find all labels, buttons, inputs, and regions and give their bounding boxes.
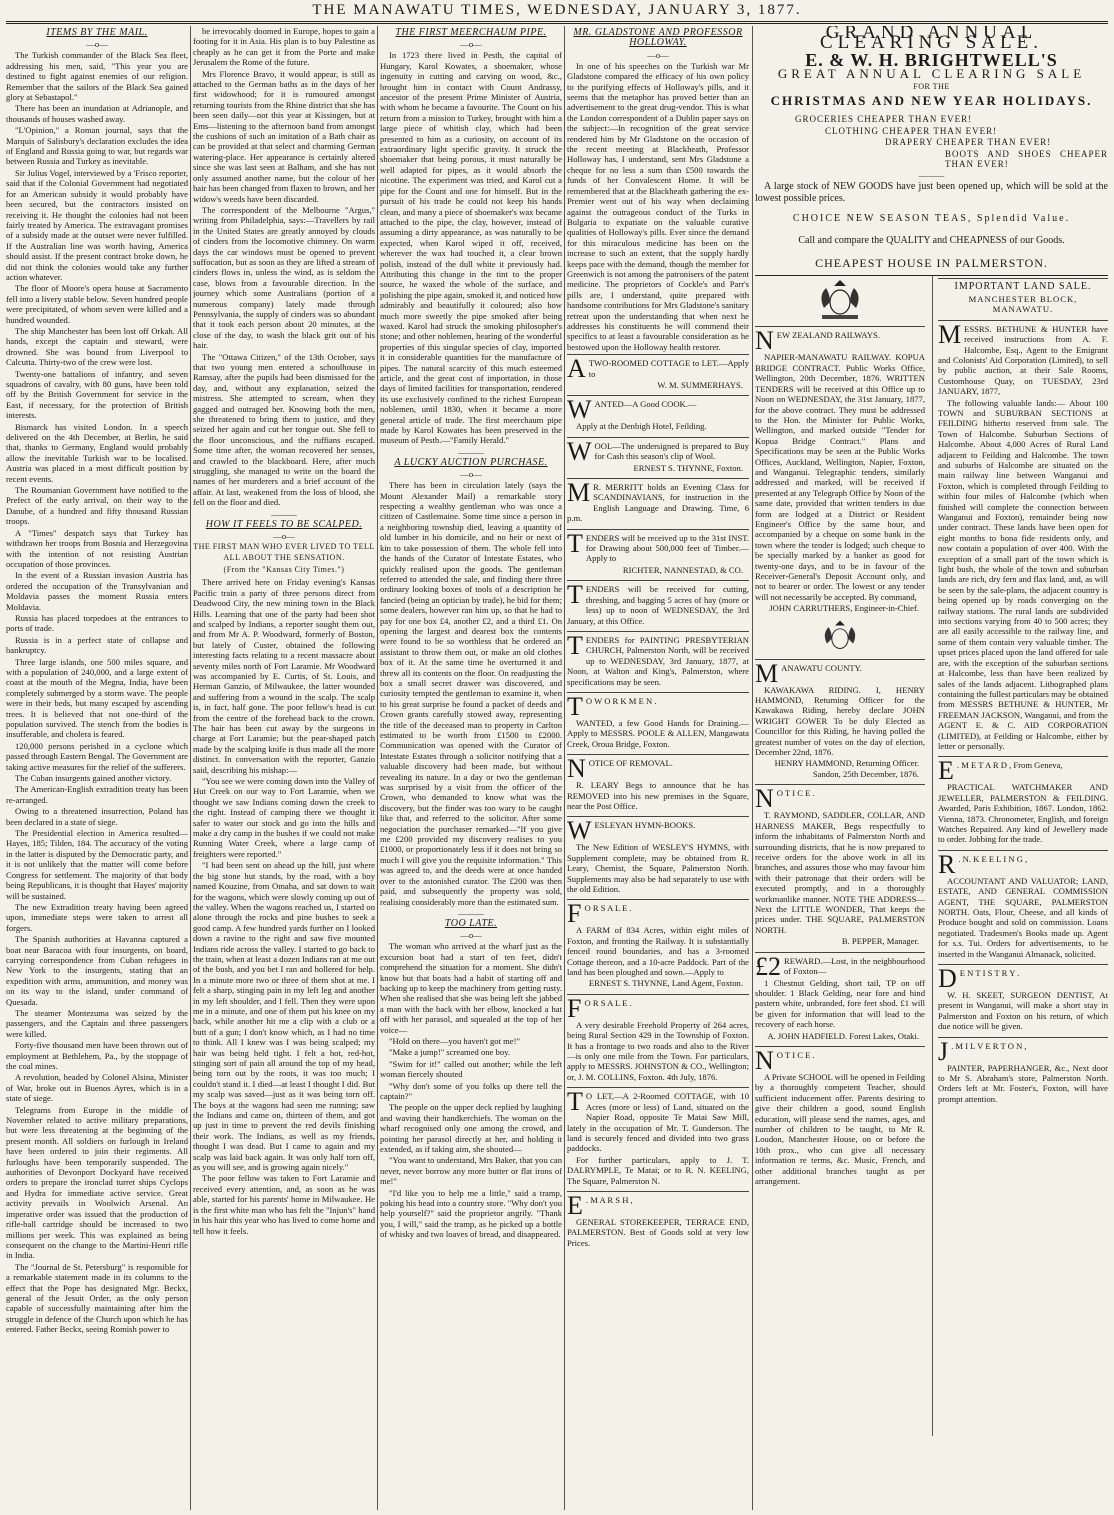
column-rule [564,26,565,1510]
advertisement [567,816,749,897]
advertisement [938,850,1108,962]
drop-cap: £2 [755,951,781,981]
slogan: DRAPERY CHEAPER THAN EVER! [885,137,1052,148]
drop-cap: N [567,754,586,784]
masthead-rule-2 [6,23,1108,24]
ad-title: ESLEYAN HYMN-BOOKS. [594,820,696,831]
ad-title: ESSRS. BETHUNE & HUNTER have received instructions from A. F. Halcombe, Esq., Agent to the Emigrant and Colonists' Aid Corporation (Limited), to sell by public auction, at their Sale Rooms, Customhouse Quay, on TUESDAY, 23rd JANUARY, 1877, [938,323,1108,397]
article-body [193,26,375,508]
paragraph: "Make a jump!" screamed one boy. [389,1047,511,1058]
divider: —o— [273,531,295,542]
ad-body: 1 Chestnut Gelding, short tail, TP on off shoulder. 1 Black Gelding, near fore and hind pastern white, unbranded, fore feet shod. £1 will be given for information that will lead to the recovery of each horse. [755,977,925,1030]
drop-cap: D [938,964,957,994]
paragraph: "Why don't some of you folks up there tell the captain?" [380,1080,562,1101]
divider: ——— [458,907,484,918]
ad-body: A very desirable Freehold Property of 264 acres, being Rural Section 429 in the Township of Foxton. It has a frontage to two roads and also to the River—is only one mile from the Town. For particulars, apply to MESSRS. JOHNSTON & CO., Wellington; or, J. M. COLLINS, Foxton. 4th July, 1876. [567,1019,749,1082]
article-body [380,480,562,907]
drop-cap: J [938,1036,949,1066]
drop-cap: T [567,630,583,660]
for-the: FOR THE [913,81,950,91]
paragraph: Russia is in a perfect state of collapse and bankruptcy. [6,634,188,656]
paragraph: Russia has placed torpedoes at the entrances to ports of trade. [6,612,188,634]
drop-cap: E [567,1190,583,1220]
ad-title: ANAWATU COUNTY. [781,662,862,673]
slogan: GROCERIES CHEAPER THAN EVER! [795,114,973,125]
advertisement [567,478,749,527]
ad-body: PAINTER, PAPERHANGER, &c., Next door to Mr S. Abraham's store, Palmerston North. Orders left at Mr. Foster's, Foxton, will have prompt attention. [938,1062,1108,1104]
paragraph: Twenty-one battalions of infantry, and seven squadrons of cavalry, with 80 guns, have been told off by the British Government for service in the East, if necessary, for the protection of British interests. [6,368,188,421]
paragraph: The woman who arrived at the wharf just as the excursion boat had a start of ten feet, didn't comprehend the situation for a moment. She didn't know but that boats had a habit of starting off and backing up to keep the machinery from getting rusty. When she realised that she was being left she jabbed a man with the back with her elbow, knocked a hat off with her parasol, and squealed at the top of her voice— [380,941,562,1035]
paragraph: The correspondent of the Melbourne "Argus," writing from Philadelphia, says:—Travellers by rail in the United States are greatly annoyed by clouds of cinders from the locomotive chimney. On warm days the car windows must be opened to prevent suffocation, but as soon as they are lifted a stream of cinders flows in, unless the wind, as is seldom the case, blows from a favourable direction. In the journey which some Australians (portion of a numerous company) lately made through Pennsylvania, the supply of cinders was so abundant that it took each person about 20 minutes, at the close of the day, to wash the black grit out of his hair. [193,204,375,351]
ad-body: Apply at the Denbigh Hotel, Feilding. [576,421,707,432]
paragraph: "You see we were coming down into the Valley of Hut Creek on our way to Fort Laramie, when we thought we saw Indians coming down the creek to the right. Instead of camping there we thought it safer to water our stock and go into the hills and make a dry camp in the bushes if we could not make Running Water Creek, where a large camp of freighters were reported." [193,776,375,859]
paragraph: The "Ottawa Citizen," of the 13th October, says that two young men entered a schoolhouse in Ramsay, after the pupils had been dismissed for the day, and, without any explanation, seized the mistress. She attempted to scream, when they gagged and outraged her. Knowing both the men, she threatened to bring them to justice, and they seized her again and cut her tongue out. She fell to the floor unconscious, and the ruffians escaped. Some time after, the woman recovered her senses, and crawled to the blackboard. Here, after much struggling, she managed to write on the board the names of her murderers and a brief account of the affair. At last, weakened from the loss of blood, she fell on the floor and died. [193,351,375,508]
ad-title: OOL—The undersigned is prepared to Buy for Cash this season's clip of Wool. [594,440,749,462]
ad-signature: W. M. SUMMERHAYS. [657,380,743,390]
advertisement [567,754,749,814]
advertisement [755,952,925,1044]
masthead-rule [6,21,1108,22]
advertisement [938,756,1108,847]
paragraph: "You want to understand, Mrs Baker, that you can never, never borrow any more butter or flat irons of me!" [380,1155,562,1187]
advertisement [567,354,749,393]
paragraph: In one of his speeches on the Turkish war Mr Gladstone compared the efficacy of his own policy to the purifying effects of Holloway's pills, and it seems that the metaphor has proved better than an advertisement to the great drug-vendor. This is what the London correspondent of a Dublin paper says on the subject:—In recognition of the great service rendered him by Mr Gladstone on the occasion of the recent meeting at Blackheath, Professor Holloway has, I understand, sent Mrs Gladstone a cheque for no less a sum than £500 towards the funds of her Convalescent Home. It will be remembered that at the Blackheath gathering the ex-Premier went out of his way when declaiming against the outrageous conduct of the Turks in Bulgaria to expatiate on the valuable curative qualities of Holloway's pills. Ever since the demand for this miraculous medicine has been on the increase to such an extent, that the supply hardly keeps pace with the demand, though the member for Greenwich is not among the patronisers of the patent medicine. The proprietors of Cockle's and Parr's pills are, I understand, quite prepared with handsome contributions for Mrs Gladstone's sanitary retreat upon the understanding that when next he addresses his constituents he will commend their specifics to at least a favourable consideration as he bestowed upon the Holloway health restorer. [567,60,749,352]
brand-name: E. & W. H. BRIGHTWELL'S [805,49,1058,70]
article-heading: TOO LATE. [444,917,498,929]
article-heading: THE FIRST MEERCHAUM PIPE. [395,27,547,38]
ad-title: O LET,—A 2-Roomed COTTAGE, with 10 Acres (more or less) of Land, situated on the Napier Road, opposite Te Matai Saw Mill, lately in the occupation of Mr. T. Gunderson. The land is securely fenced and divided into two grass paddocks. [567,1091,749,1154]
sale-heading: GREAT ANNUAL CLEARING SALE [777,66,1086,82]
drop-cap: T [567,1087,583,1117]
ad-title: . M E T A R D , From Geneva, [956,760,1063,771]
paragraph: There has been in circulation lately (says the Mount Alexander Mail) a remarkable story respecting a wealthy gentleman who was once a citizen of Castlemaine. Some time since a person in a neighboring township died, leaving a quantity of old lumber in his domicile, and no heir or next of kin to take possession of them. The whole fell into the hands of the Curator of Intestate Estates, who quickly realised upon the goods. The gentleman referred to attended the sale, and finding there three ordinary looking boxes of tools of a description he fancied (being an optician by trade), he bid for them; some dealers, however ran him up, so that he had to pay for one box £4, another £2, and a third £1. On opening the largest and dearest box the contents were found to be so worthless that he ordered an assistant to throw them out, or make an old clothes box of it. At the same time he overturned it and threw all its contents on the floor. On readjusting the box a small secret drawer was discovered, and curiosity tempted the gentleman to examine it, when to his great surprise he found a packet of deeds and Crown grants carefully stowed away, representing the title of the deceased man to property in Carlton estimated to be worth from £1500 to £2000. Communication was opened with the Curator of Intestate Estates through a solicitor notifying that a valuable discovery had been made, but without revealing its nature. In a day or two the gentleman was surprised by a visit from the officer of the Crown, who demanded to know what was the discovery, but the finder was too wary to be caught like that, and referred to the solicitor. After some negociation the purchaser remarked—"If you give me £200 provided my discovery realises to you £1000, or proportionately less if it does not bring so much I will give you the requisite information." This was agreed to, and the deeds were at once handed over to the astonished curator. The £200 was then paid, and subsequently the property was sold, realising considerably more than the estimated sum. [380,480,562,907]
article-source: (From the "Kansas City Times.") [223,564,345,574]
drop-cap: E [938,756,954,786]
paragraph: "I'd like you to help me a little," said a tramp, poking his head into a country store. "Why don't you help yourself?" said the proprietor angrily. "Thank you, I will," said the tramp, as he picked up a bottle of whisky and two loaves of bread, and disappeared. [380,1187,562,1240]
drop-cap: F [567,993,582,1023]
paragraph: Forty-five thousand men have been thrown out of employment at Bethlehem, Pa., by the stoppage of the coal mines. [6,1040,188,1071]
ad-title: ENDERS will be received up to the 31st INST. for Drawing about 500,000 feet of Timber.—Apply to [585,532,749,564]
paragraph: The Presidential election in America resulted—Hayes, 185; Tilden, 184. The accuracy of the voting in the latter is disputed by the Democratic party, and it is not unlikely that the matter will come before Congress for settlement. The majority of that body being Republicans, it is thought that Hayes' majority will be sustained. [6,828,188,901]
left-ads [755,326,925,1189]
ad-body: For further particulars, apply to J. T. DALRYMPLE, Te Matai; or to R. N. KEELING, The Square, Palmerston N. [567,1154,749,1186]
column-2 [193,26,375,1510]
column-1 [6,26,188,1510]
paragraph: The Roumanian Government have notified to the Prefect of the early arrival, on their way to the Danube, of a hundred and fifty thousand Russian troops. [6,485,188,527]
drop-cap: N [755,1046,774,1075]
advertisement [567,437,749,476]
drop-cap: N [755,784,774,814]
advertisement [567,529,749,579]
ad-title: TWO-ROOMED COTTAGE to LET.—Apply to [588,358,749,379]
drop-cap: A [567,354,586,384]
article-heading: HOW IT FEELS TO BE SCALPED. [205,518,363,530]
drop-cap: M [938,319,962,349]
paragraph: Mrs Florence Bravo, it would appear, is still as attached to the German baths as in the days of her first widowhood; for it is rumoured amongst returning tourists from the Rhine district that she has been seen daily—not this year at Kissingen, but at Ems—listening to the afternoon band from amongst the cushions of such an imitation of a Bath chair as can be provided at that select and charming German watering-place. Her appearance is certainly altered since she was last seen at Balham, and she has not only assumed another name, but the colour of her hair has been changed from flaxen to brown, and her widow's weeds have been discarded. [193,68,375,204]
ad-signature: A. JOHN HADFIELD. Forest Lakes, Otaki. [767,1030,919,1041]
article-subheading: THE FIRST MAN WHO EVER LIVED TO TELL ALL ABOUT THE SENSATION. [193,542,375,562]
paragraph: "I had been sent on ahead up the hill, just where the big stone hut stands, by the road, with a boy named Kouzine, from Omaha, and sat down to wait for the wagons, which were slowly coming up out of the valley. When the wagons reached us, I started on alone through the rocks and pine bushes to seek a good camp. A few hundred yards further on I looked down a ravine to the right and saw five mounted Indians ride across the valley. I started to go back to the train, when at least a dozen Indians ran at me out of the bush, and you bet I ran and hollered for help. In a minute more two or three of them shot at me. I felt a sharp, stinging pain in my left leg and another in my left shoulder, and I fell. Then they were upon me in a minute, and one of them put his knee on my back, while another hit me a clip with a club or a butt of a gun; I don't know which, as I had no time to think. All I knew was I was being scalped; my hair was being held tight. I felt a hot, red-hot, stinging sort of pain all around the top of my head, being torn out by the roots, it was too much; I couldn't stand it. I died—at least I thought I did. But my scalp was saved—just as it was being torn off. The boys at the wagons had seen me running; saw the Indians and came on, thirteen of them, and got up just in time to prevent the red devils finishing their work. The Indians, as well as my friends, thought I was dead. But I came to again and my scalp was laid back again. It was only half torn off, as you will see, and is growing again nicely." [193,860,375,1173]
ad-signature: JOHN CARRUTHERS, Engineer-in-Chief. [769,603,919,614]
article-body [6,50,188,1334]
advertisement [567,580,749,629]
paragraph: Bismarck has visited London. In a speech delivered on the 4th December, at Berlin, he said that, thanks to Germany, England would probably allow the inevitable Turkish war to be localised. Austria was placed in a most difficult position by recent events. [6,421,188,484]
drop-cap: M [755,658,779,688]
article-heading: A LUCKY AUCTION PURCHASE. [394,456,548,468]
paragraph: A revolution, headed by Colonel Alsina, Minister of War, broke out in Buenos Ayres, which is in a state of siege. [6,1072,188,1104]
paragraph: Sir Julius Vogel, interviewed by a 'Frisco reporter, said that if the Colonial Government had negotiated for an American subsidy it would probably have been secured, but the contractors insisted on receiving it. He thought the colonies had not been fairly treated by America. The extravagant promises of a subsidy made at the outset were never fulfilled. If the Australian line was worth having, America should assist. If the present contract broke down, he did not think the colonies would take any further action whatever. [6,167,188,282]
advertisement [567,1191,749,1251]
advertisement [567,395,749,434]
advertisement [755,326,925,616]
column-rule [190,26,191,1510]
paragraph: The "Journal de St. Petersburg" is responsible for a remarkable statement made in its columns to the effect that the Pope has designated Mgr. Beckx, general of the Jesuit Order, as the only person capable of successfully maintaining after him the struggle in defence of the Church upon which he has entered. Father Beckx, seeing Romish power to [6,1261,188,1335]
holidays-heading: CHRISTMAS AND NEW YEAR HOLIDAYS. [770,93,1093,109]
paragraph: The people on the upper deck replied by laughing and waving their handkerchiefs. The woman on the wharf recognised only one among the crowd, and pointing her parasol directly at her, and holding it extended, as if taking aim, she shouted— [380,1102,562,1155]
paragraph: Owing to a threatened insurrection, Poland has been declared in a state of siege. [6,806,188,827]
ad-title: O T I C E . [776,1050,815,1060]
article-body [380,941,562,1239]
advertisement [938,278,1108,317]
ad-title: . M A R S H , [585,1194,633,1205]
ad-title: ANTED—A Good COOK.— [594,399,697,410]
paragraph: 120,000 persons perished in a cyclone which passed through Eastern Bengal. The Government are taking active measures for the relief of the sufferers. [6,740,188,772]
column-4 [567,26,749,1510]
ad-body: The New Edition of WESLEY'S HYMNS, with Supplement complete, may be obtained from R. Leary, Chemist, the Square, Palmerston North. Supplements may also be had separately to use with the old Edition. [567,842,749,894]
ad-title: O R S A L E . [584,997,632,1008]
sale-body [755,181,1108,269]
divider: ——— [271,508,297,519]
advertisement [755,784,925,949]
drop-cap: W [567,436,592,466]
paragraph: There arrived here on Friday evening's Kansas Pacific train a party of three persons direct from Deadwood City, the new mining town in the Black Hills. Learning that one of the party had been shot and scalped by Indians, a reporter sought them out, and from Mr A. P. Woodward, formerly of Boston, but lately of Custer, obtained the following interesting facts relating to a recent massacre about seventy miles north of Fort Laramie. Mr Woodward was accompanied by E. Curtis, of St. Louis, and Herman Ganzio, of Milwaukee, the latter wounded and suffering from a wound in the scalp. The scalp is, in fact, half gone. The poor fellow's head is cut from the centre of the forehead back to the crown. The hair has been cut away by the surgeons in charge at Fort Laramie; but the pear-shaped patch made by the scalping knife is thus made all the more distinct. In conversation with the reporter, Ganzio said, describing his mishap:— [193,577,375,775]
ad-title: ENDERS will be received for cutting, threshing, and bagging 5 acres of hay (more or less) up to noon of WEDNESDAY, the 3rd January, at this Office. [567,584,749,626]
slogans [795,114,1108,169]
ad-signature: B. PEPPER, Manager. [841,936,919,947]
ad-signature: HENRY HAMMOND, Returning Officer. Sandon, 25th December, 1876. [774,758,919,779]
ad-title: O R S A L E . [584,903,632,914]
ad-body: R. LEARY Begs to announce that he has REMOVED into his new premises in the Square, near the Post Office. [567,780,749,811]
ad-title: O W O R K M E N . [585,695,657,706]
advertisement [567,994,749,1085]
paragraph: "Hold on there—you haven't got me!" [389,1035,520,1046]
drop-cap: N [755,326,774,356]
drop-cap: W [567,816,592,846]
divider: —o— [647,49,669,60]
advertisement [567,692,749,752]
drop-cap: T [567,691,583,721]
drop-cap: R [938,849,956,879]
paragraph: The American-English extradition treaty has been re-arranged. [6,784,188,805]
slogan: BOOTS AND SHOES CHEAPER THAN EVER! [945,148,1108,170]
advertisement [755,659,925,783]
ad-body: GENERAL STOREKEEPER, TERRACE END, PALMERSTON. Best of Goods sold at very low Prices. [567,1216,749,1248]
paragraph: The new Extradition treaty having been agreed upon, immediate steps were taken to arrest all forgers. [6,901,188,933]
article-heading: MR. GLADSTONE AND PROFESSOR HOLLOWAY. [573,27,743,49]
paragraph: The floor of Moore's opera house at Sacramento fell into a livery stable below. Seven hundred people were precipitated, of whom seven were killed and a hundred wounded. [6,283,188,325]
column-rule [932,276,933,1436]
advertisement [567,899,749,991]
ad-title: O T I C E . [776,788,815,799]
divider: —o— [460,39,482,50]
paragraph: "Swim for it!" called out another; while the left woman fiercely shouted [380,1058,562,1080]
paragraph: The steamer Montezuma was seized by the passengers, and the Captain and three passengers were killed. [6,1007,188,1039]
paragraph: In the event of a Russian invasion Austria has ordered the occupation of the Transylvanian and Moldavia passes the moment Russia enters Moldavia. [6,570,188,612]
drop-cap: M [567,478,591,508]
column-3 [380,26,562,1510]
advertisement [755,1046,925,1189]
drop-cap: W [567,395,592,425]
stock-text: A large stock of NEW GOODS have just been opened up, which will be sold at the lowest possible prices. [755,181,1108,205]
divider: ——— [918,170,945,181]
right-ads [938,278,1108,1107]
paragraph: Telegrams from Europe in the middle of November related to active military preparations, but were less threatening at the beginning of the present month. All soldiers on furlough in Ireland have been ordered to join their regiments. All furloughs have been temporarily suspended. The authorities of Devonport Dockyard have received orders to prepare the ironclad turret ships Cyclops and Hydra for immediate active service. Great activity prevails in Woolwich Arsenal. An imperative order was issued that the production of rifle-ball cartridge should be increased to two millions per week. This was explained as being consequent on the change to the Martini-Henri rifle in India. [6,1104,188,1261]
paragraph: There has been an inundation at Adrianople, and thousands of houses washed away. [6,103,188,124]
ad-body: T. RAYMOND, SADDLER, COLLAR, AND HARNESS MAKER, Begs respectfully to inform the inhabitants of Palmerston North and surrounding districts, that he is now prepared to receive orders for the above work in all its branches, and assures those who may favour him with their patronage that their orders will be executed promptly, and in a thoroughly workmanlike manner. NOTE THE ADDRESS— Next the LITTLE WONDER, That keeps the prices under. THE SQUARE, PALMERSTON NORTH. [755,810,925,935]
column-5-ads [755,26,1108,1510]
ad-body: MANCHESTER BLOCK, MANAWATU. [968,293,1078,315]
divider: ——— [458,446,484,457]
paragraph: "L'Opinion," a Roman journal, says that the Marquis of Salisbury's declaration excludes the idea of England and Russia going to war, but regards war between Russia and Turkey as inevitable. [6,125,188,167]
advertisement [567,631,749,690]
advertisement [938,320,1108,755]
paragraph: Three large islands, one 500 miles square, and with a population of 240,000, and a large extent of coast at the mouth of the Megna, India, have been completely submerged by a storm wave. The people were in their beds, but many escaped by ascending trees. It is believed that not one-third of the population survived. The stench from the bodies is insufferable, and cholera is feared. [6,656,188,740]
paragraph: A "Times" despatch says that Turkey has withdrawn her troops from Bosnia and Herzegovina with the intention of not resisting Austrian occupation of those provinces. [6,527,188,569]
drop-cap: F [567,899,582,929]
column-rule [377,26,378,1510]
paragraph: be irrevocably doomed in Europe, hopes to gain a footing for it in Asia. His plan is to buy Palestine as cheaply as he can get it from the Porte and make Jerusalem the Rome of the future. [193,26,375,68]
ad-title: IMPORTANT LAND SALE. [954,281,1092,293]
ad-body: PRACTICAL WATCHMAKER AND JEWELLER, PALMERSTON & FEILDING. Awarded, Paris Exhibition, 1867. London, 1862. Vienna, 1873. Chronometer, English, and foreign Watches Repaired. Any kind of Jewellery made to order. Jobbing for the trade. [938,782,1108,845]
slogan: CLOTHING CHEAPER THAN EVER! [825,125,998,136]
ad-title: E N T I S T R Y . [959,968,1020,979]
advertisement [938,964,1108,1035]
paragraph: The Cuban insurgents gained another victory. [15,773,172,784]
divider: —o— [460,930,482,941]
cheapest-text: CHEAPEST HOUSE IN PALMERSTON. [815,256,1048,271]
ad-title: . M I L V E R T O N , [951,1040,1027,1051]
ad-body: The following valuable lands:— About 100 TOWN and SUBURBAN SECTIONS at FEILDING hitherto reserved from sale. The Town of Halcombe. Suburban Sections of Halcombe. About 4,000 Acres of Rural Land adjacent to Feilding and Halcombe. The town and suburbs of Halcombe are situated on the main railway line between Wanganui and Foxton, which is completed through Feilding to within four miles of Halcombe (which when finished will complete the connection between Wanganui and Foxton), remainder being now under contract. These lands have been open for eight months to bona fide residents only, and now contain a population of over 400. With the exception of a small part of the town which is light bush, the whole of the town and suburban lands are rich, dry fern and flax land, and, as will be seen by the sale-plans, the adjacent country is being opened up by roads converging on the railway stations. The rural lands are subdivided into sections varying from 40 to 500 acres; they are all easily accessible to the railway line, and some of them contain very valuable timber. The upset prices placed upon the land offered for sale are, with the exception of the suburban sections at Halcombe, less than have been realized by sales of the lands adjacent. Lithographed plans containing the fullest particulars may be obtained from MESSRS BETHUNE & HUNTER, Mr FREEMAN JACKSON, Wanganui, and from the AGENT E. & C. AID CORPORATION (LIMITED), at Feilding or Halcombe, either by letter or personally. [938,397,1108,751]
ad-body: WANTED, a few Good Hands for Draining.—Apply to MESSRS. POOLE & ALLEN, Mangawata Creek, Oroua Bridge, Foxton. [567,717,749,749]
ad-signature: RICHTER, NANNESTAD, & CO. [622,564,743,575]
masthead: THE MANAWATU TIMES, WEDNESDAY, JANUARY 3, 1877. [312,2,802,18]
divider: —o— [86,39,108,50]
compare-text: Call and compare the QUALITY and CHEAPNESS of our Goods. [798,235,1065,247]
teas-text: CHOICE NEW SEASON TEAS, Splendid Value. [792,213,1071,225]
ad-title: . N. K E E L I N G , [958,853,1028,864]
paragraph: The Spanish authorities at Havanna captured a boat near Baracoa with four insurgents, on board, carrying correspondence from Cuban refugees in New York to the insurgents, stating that an expedition with arms, ammunition, and money was on its way to the island, under command of Quesada. [6,934,188,1007]
ad-body: ACCOUNTANT AND VALUATOR; LAND, ESTATE, AND GENERAL COMMISSION AGENT, THE SQUARE, PALMERSTON NORTH. Oats, Flour, Cheese, and all kinds of Produce bought and sold on commission. Loans negotiated. Tradesmen's Books made up. Agent for s.s. Tui. Orders for advertisements, to be inserted in the Wanganui Almanack, solicited. [938,875,1108,959]
ads-right [938,276,1108,1107]
paragraph: The ship Manchester has been lost off Orkah. All hands, except the captain and steward, were drowned. She was bound from Liverpool to Calcutta. Thirty-two of the crew were lost. [6,325,188,368]
paragraph: The poor fellow was taken to Fort Laramie and received every attention, and, as soon as he was able, started for his parents' home in Milwaukee. He is the first white man who has felt the "Injun's" hand in his hair this year who has lived to come home and tell how it feels. [193,1173,375,1236]
divider: —o— [460,469,482,480]
ads-grid [755,276,1108,1436]
ad-body: A Private SCHOOL will be opened in Feilding by a thoroughly competent Teacher, should sufficient inducement offer. Parents desiring to give their children a good, sound English education, will please send the names, ages, and number of children to be taught, to Mr R. Loudon, Manchester House, on or before the 10th prox., who can give all necessary information re terms, &c. Music, French, and other additional branches taught as per arrangement. [755,1072,925,1187]
sale-title: GRAND ANNUAL CLEARING SALE. [819,26,1044,54]
advertisement [567,1087,749,1189]
advertisement [938,1037,1108,1108]
royal-crest-icon [815,619,865,655]
ad-title: R. MERRITT holds an Evening Class for SCANDINAVIANS, for instruction in the English Language and Drawing. Time, 6 p.m. [567,482,749,524]
article-body [380,50,562,445]
ad-body: NAPIER-MANAWATU RAILWAY. KOPUA BRIDGE CONTRACT. Public Works Office, Wellington, 20th December, 1876. WRITTEN TENDERS will be received at this Office up to Noon on WEDNESDAY, the 31st January, 1877, for the above contract. They must be addressed to the Hon. the Minister for Public Works, Wellington, and marked outside "Tender for Kopua Bridge Contract." Plans and Specifications may be seen at the Public Works Offices, Auckland, Wellington, Napier, Foxton, and Wanganui. Telegraphic tenders, similarly addressed and marked, will be received if presented at any Telegraph Office by Noon of the same date, provided that written tenders in due form are lodged at a District or Resident Engineer's Office by the same hour, and accompanied by a cheque on some bank in the town where the tender is lodged; such cheque to be specially marked by a banker as good for twenty-one days, and to be in favour of the Receiver-General's Deposit Account only, and not to bearer or order. The lowest or any tender will not necessarily be accepted. By command, [755,352,925,602]
ad-title: EW ZEALAND RAILWAYS. [776,330,880,341]
ad-body: W. H. SKEET, SURGEON DENTIST, At present in Wanganui, will make a short stay in Palmerston and Foxton on his return, of which due notice will be given. [938,990,1108,1032]
column-rule [752,26,753,1510]
ad-title: OTICE OF REMOVAL. [588,758,673,769]
royal-crest-icon [810,278,870,322]
ad-title: ENDERS for PAINTING PRESBYTERIAN CHURCH, Palmerston North, will be received up to WEDNESDAY, 3rd January, 1877, at Noon, at Walton and King's, Palmerston, where specifications may be seen. [567,634,749,687]
ads-left [755,276,925,1189]
ad-title: REWARD.—Lost, in the neighbourhood of Foxton— [784,955,925,976]
ad-body: A FARM of 834 Acres, within eight miles of Foxton, and fronting the Railway. It is substantially fenced round boundaries, and has a 3-roomed Cottage thereon, and a 10-acre Paddock. Part of the land has been ploughed and sown.—Apply to [567,925,749,978]
ad-signature: ERNEST S. THYNNE, Foxton. [633,462,743,473]
article-body [567,61,749,352]
paragraph: The Turkish commander of the Black Sea fleet, addressing his men, said, "This year you are destined to fight against enemies of our religion. Remember that the sailors of the Black Sea gained glory at Sebastapol." [6,50,188,103]
drop-cap: T [567,580,583,610]
ad-signature: ERNEST S. THYNNE, Land Agent, Foxton. [588,978,743,989]
advertisements [567,354,749,1251]
drop-cap: T [567,528,583,558]
article-heading: ITEMS BY THE MAIL. [46,27,148,38]
ad-body: KAWAKAWA RIDING. I, HENRY HAMMOND, Returning Officer for the Kawakawa Riding, hereby declare JOHN WRIGHT GOWER To be duly Elected as Councillor for this Riding, he having polled the greatest number of votes on the day of election, December 22nd, 1876. [755,684,925,758]
article-body [193,577,375,1236]
paragraph: In 1723 there lived in Pesth, the capital of Hungary, Karol Kowates, a shoemaker, whose ingenuity in cutting and carving on wood, &c., brought him in contact with Count Andrassy, ancestor of the present Prime Minister of Austria, with whom he became a favourite. The Count on his return from a mission to Turkey, brought with him a large piece of whitish clay, which had been presented to him as a curiosity, on account of its extraordinary light specific gravity. It struck the shoemaker that being porous, it must naturally be well adapted for pipes, as it would absorb the nicotine. The experiment was tried, and Karol cut a pipe for the Count and one for himself. But in the pursuit of his trade he could not keep his hands clean, and many a piece of shoemaker's wax became attached to the pipe, the clay, however, instead of assuming a dirty appearance, as was naturally to be expected, when Karol wiped it off, received, wherever the wax had touched it, a clear brown polish, instead of the dull white it previously had. Attributing this change in the tint to the proper source, he waxed the whole of the surface, and polishing the pipe again, smoked it, and noticed how admirably and beautifully it coloured; also how much more sweetly the pipe smoked after being waxed. Karol had struck the smoking philosopher's stone; and other noblemen, hearing of the wonderful properties of this singular species of clay, imported it in considerable quantities for the manufacture of pipes. The natural scarcity of this much esteemed article, and the great cost of importation, in those days of limited facilities for transportation, rendered its use exclusively confined to the richest European noblemen, until 1830, when it became a more general article of trade. The first meerchaum pipe made by Karol Kowates has been preserved in the museum of Pesth.—"Family Herald." [380,50,562,446]
